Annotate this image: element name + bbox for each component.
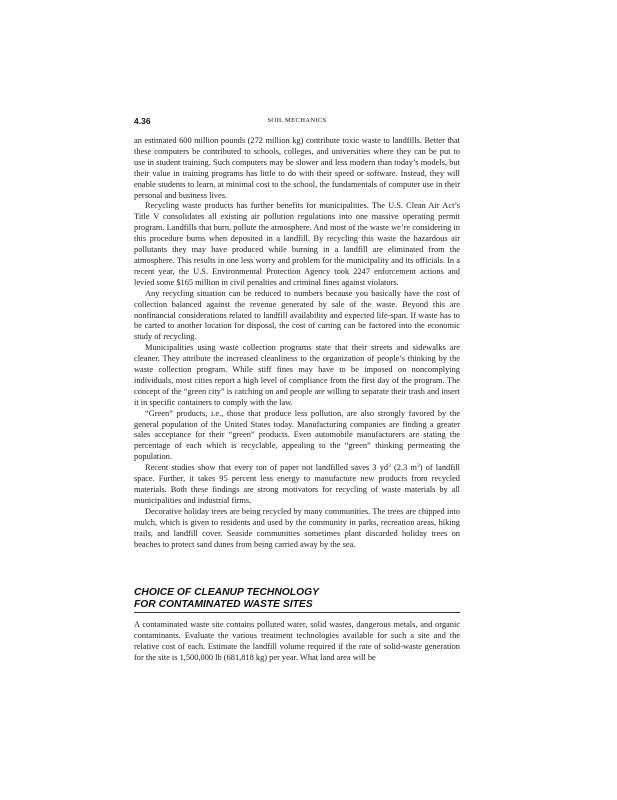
running-head xyxy=(134,115,460,127)
paragraph: Any recycling situation can be reduced to numbers because you basically have the cost of collection balanced against the revenue generated by sale of the waste. Beyond this are nonfinancial considerations related to landfill availability and expected life-span. If waste has to be carted to another location for disposal, the cost of carting can be factored into the economic study of recycling. xyxy=(134,288,460,342)
section-heading-line: CHOICE OF CLEANUP TECHNOLOGY xyxy=(134,587,319,598)
section-heading-line: FOR CONTAMINATED WASTE SITES xyxy=(134,599,313,611)
superscript: 3 xyxy=(416,463,420,470)
paragraph: A contaminated waste site contains polluted water, solid wastes, dangerous metals, and organic contaminants. Evaluate the various treatment technologies available for such a site and the relative cost of each. Estimate the landfill volume required if the rate of solid-waste generation for the site is 1,500,000 lb (681,818 kg) per year. What land area will be xyxy=(134,620,460,662)
section-rule xyxy=(134,612,460,613)
paragraph: “Green” products, i.e., those that produce less pollution, are also strongly favored by the general population of the United States today. Manufacturing companies are finding a greater sales acceptance for their “green” products. Even automobile manufacturers are stating the percentage of each which is recyclable, appealing to the “green” thinking permeating the population. xyxy=(134,408,460,462)
running-title: SOIL MECHANICS xyxy=(267,117,327,124)
paragraph-text: Recent studies show that every ton of paper not landfilled saves 3 yd xyxy=(145,463,389,473)
paragraph: Municipalities using waste collection programs state that their streets and sidewalks are cleaner. They attribute the increased cleanliness to the organization of people’s thinking by the waste collection program. While stiff fines may have to be imposed on noncomplying individuals, most cities report a high level of compliance from the first day of the program. The concept of the “green city” is catching on and people are willing to separate their trash and insert it in specific containers to comply with the law. xyxy=(134,343,460,407)
paragraph-text: ) of landfill space. Further, it takes 95 percent less energy to manufacture new products from recycled materials. Both these findings are strong motivators for recycling of waste materials by all municipalities and industrial firms. xyxy=(134,463,460,505)
paragraph: Decorative holiday trees are being recycled by many communities. The trees are chipped into mulch, which is given to residents and used by the community in parks, recreation areas, hiking trails, and landfill cover. Seaside communities sometimes plant discarded holiday trees on beaches to protect sand dunes from being carried away by the sea. xyxy=(134,506,460,549)
page-number: 4.36 xyxy=(134,116,151,126)
paragraph: an estimated 600 million pounds (272 million kg) contribute toxic waste to landfills. Better that these computers be contributed to schools, colleges, and universities where they can be put to use in student training. Such computers may be slower and less modern than today’s models, but their value in training programs has little to do with their speed or software. Instead, they will enable students to learn, at minimal cost to the school, the fundamentals of computer use in their personal and business lives. xyxy=(134,136,460,200)
paragraph: Recycling waste products has further benefits for municipalities. The U.S. Clean Air Act’s Title V consolidates all existing air pollution regulations into one massive operating permit program. Landfills that burn, pollute the atmosphere. And most of the waste we’re considering in this procedure burns when deposited in a landfill. By recycling this waste the hazardous air pollutants they may have produced while burning in a landfill are eliminated from the atmosphere. This results in one less worry and problem for the municipality and its officials. In a recent year, the U.S. Environmental Protection Agency took 2247 enforcement actions and levied some $165 million in civil penalties and criminal fines against violators. xyxy=(134,201,460,287)
paragraph-text: (2.3 m xyxy=(390,463,417,473)
problem-statement xyxy=(134,620,460,664)
body-text xyxy=(134,136,460,550)
paragraph-recent-studies xyxy=(134,463,460,507)
superscript: 3 xyxy=(388,463,391,470)
section-heading xyxy=(134,587,460,612)
